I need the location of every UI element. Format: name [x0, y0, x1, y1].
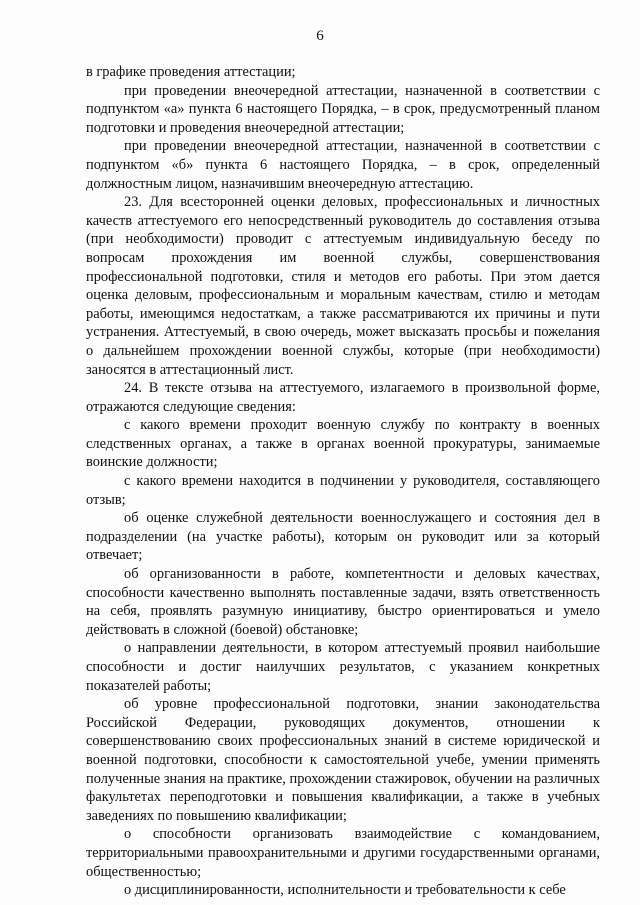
list-item-organization-competence: об организованности в работе, компетентности и деловых качествах, способности качественно выполнять поставленные задачи, взять ответственность на себя, проявлять разумную инициативу, быстро ориентироваться и умело действовать в сложной (боевой) обстановке;	[86, 566, 600, 638]
list-item-subordination-period: с какого времени находится в подчинении у руководителя, составляющего отзыв;	[86, 473, 600, 508]
list-item-professional-training: об уровне профессиональной подготовки, знании законодательства Российской Федерации, руководящих документов, отношении к совершенствованию своих профессиональных знаний в системе юридической и военной подготовки, способности к самостоятельной учебе, умении применять полученные знания на практике, прохождении стажировок, обучении на различных факультетах переподготовки и повышения квалификации, а также в учебных заведениях по повышению квалификации;	[86, 696, 600, 824]
paragraph-subpoint-a-deadline: при проведении внеочередной аттестации, назначенной в соответствии с подпунктом «а» пункта 6 настоящего Порядка, – в срок, предусмотренный планом подготовки и проведения внеочередной аттестации;	[86, 82, 600, 136]
list-item-cooperation: о способности организовать взаимодействие с командованием, территориальными правоохранительными и другими государственными органами, общественностью;	[86, 826, 600, 880]
list-item-performance-assessment: об оценке служебной деятельности военнослужащего и состояния дел в подразделении (на участке работы), которым он руководит или за который отвечает;	[86, 510, 600, 564]
paragraph-item-24: 24. В тексте отзыва на аттестуемого, излагаемого в произвольной форме, отражаются следующие сведения:	[86, 380, 600, 415]
document-body	[86, 63, 600, 900]
list-item-service-period: с какого времени проходит военную службу по контракту в военных следственных органах, а также в органах военной прокуратуры, занимаемые воинские должности;	[86, 417, 600, 471]
list-item-discipline: о дисциплинированности, исполнительности и требовательности к себе	[124, 882, 566, 899]
page-number: 6	[316, 28, 324, 44]
paragraph-subpoint-b-deadline: при проведении внеочередной аттестации, назначенной в соответствии с подпунктом «б» пункта 6 настоящего Порядка, – в срок, определенный должностным лицом, назначившим внеочередную аттестацию.	[86, 138, 600, 192]
list-item-best-results: о направлении деятельности, в котором аттестуемый проявил наибольшие способности и достиг наилучших результатов, с указанием конкретных показателей работы;	[86, 640, 600, 694]
paragraph-continuation: в графике проведения аттестации;	[86, 64, 296, 80]
paragraph-item-23: 23. Для всесторонней оценки деловых, профессиональных и личностных качеств аттестуемого его непосредственный руководитель до составления отзыва (при необходимости) проводит с аттестуемым индивидуальную беседу по вопросам прохождения им военной службы, совершенствования профессиональной подготовки, стиля и методов его работы. При этом дается оценка деловым, профессиональным и моральным качествам, стилю и методам работы, имеющимся недостаткам, а также рассматриваются их причины и пути устранения. Аттестуемый, в свою очередь, может высказать просьбы и пожелания о дальнейшем прохождении военной службы, которые (при необходимости) заносятся в аттестационный лист.	[86, 194, 600, 378]
